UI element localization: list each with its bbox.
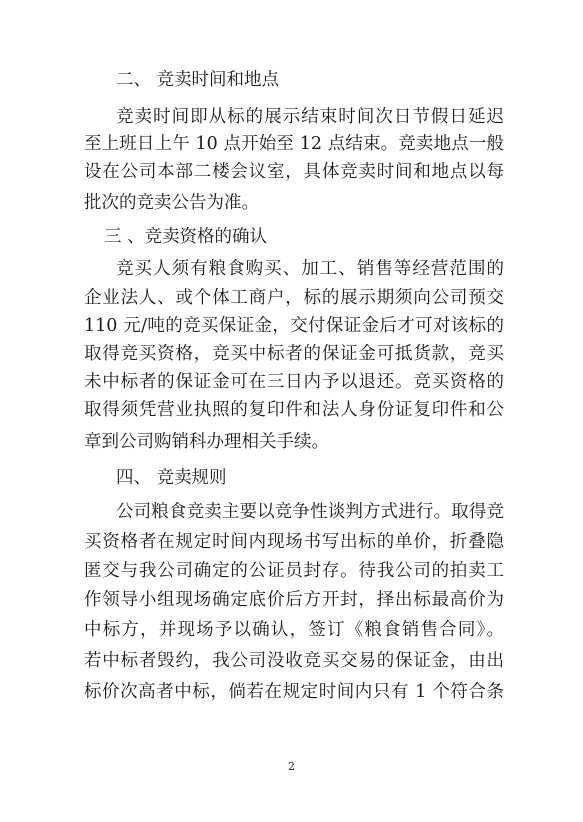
section-heading-2: 二、 竞卖时间和地点 <box>116 70 280 90</box>
section-heading-3: 三 、竞卖资格的确认 <box>104 227 268 247</box>
paragraph-line: 企业法人、或个体工商户，标的展示期须向公司预交 <box>84 288 504 308</box>
paragraph-line: 标价次高者中标，倘若在规定时间内只有 1 个符合条 <box>84 682 504 702</box>
paragraph-line: 取得须凭营业执照的复印件和法人身份证复印件和公 <box>84 400 504 420</box>
paragraph-line: 批次的竞卖公告为准。 <box>84 193 259 213</box>
paragraph-line: 买资格者在规定时间内现场书写出标的单价，折叠隐 <box>84 532 504 552</box>
paragraph-line: 匿交与我公司确定的公证员封存。待我公司的拍卖工 <box>84 561 504 581</box>
paragraph-line: 未中标者的保证金可在三日内予以退还。竞买资格的 <box>84 372 504 392</box>
paragraph-line: 中标方，并现场予以确认，签订《粮食销售合同》。 <box>84 620 504 640</box>
paragraph-line: 至上班日上午 10 点开始至 12 点结束。竞卖地点一般 <box>84 134 504 154</box>
page-number: 2 <box>288 760 295 773</box>
paragraph-line: 章到公司购销科办理相关手续。 <box>84 432 329 452</box>
paragraph-line: 竞买人须有粮食购买、加工、销售等经营范围的 <box>116 259 504 279</box>
paragraph-line: 110 元/吨的竞买保证金，交付保证金后才可对该标的 <box>84 316 504 336</box>
paragraph-line: 公司粮食竞卖主要以竞争性谈判方式进行。取得竞 <box>116 502 504 522</box>
paragraph-line: 若中标者毁约，我公司没收竞买交易的保证金，由出 <box>84 651 504 671</box>
section-heading-4: 四、 竞卖规则 <box>116 468 227 488</box>
paragraph-line: 作领导小组现场确定底价后方开封，择出标最高价为 <box>84 590 504 610</box>
paragraph-line: 竞卖时间即从标的展示结束时间次日节假日延迟 <box>116 107 504 127</box>
paragraph-line: 取得竞买资格，竞买中标者的保证金可抵货款，竞买 <box>84 344 504 364</box>
paragraph-line: 设在公司本部二楼会议室，具体竞卖时间和地点以每 <box>84 162 504 182</box>
